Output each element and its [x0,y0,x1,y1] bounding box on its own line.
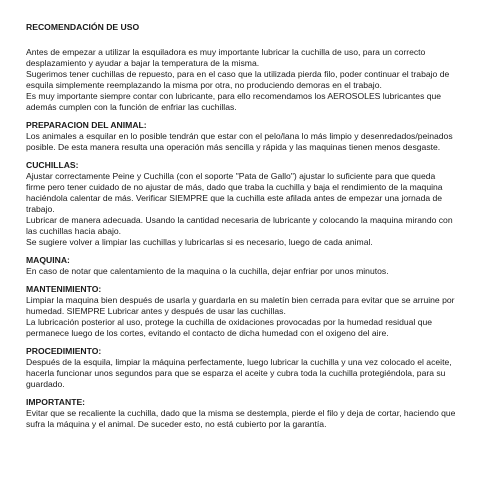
section-line: firme pero tener cuidado de no ajustar de más, dado que traba la cuchilla y baja el rendimiento de la maquina [26,182,443,192]
section-line: Evitar que se recaliente la cuchilla, dado que la misma se destempla, pierde el filo y deja de cortar, haciendo que [26,408,456,418]
section-line: humedad. SIEMPRE Lubricar antes y después de usar las cuchillas. [26,306,286,316]
document-title: RECOMENDACIÓN DE USO [26,22,140,32]
intro-line: desplazamiento y ayudar a bajar la temperatura de la misma. [26,58,260,68]
section-procedimiento [26,346,488,390]
section-importante [26,397,488,430]
section-line: Lubricar de manera adecuada. Usando la cantidad necesaria de lubricante y colocando la maquina mirando con [26,215,453,225]
section-line: las cuchillas hacia abajo. [26,226,122,236]
section-line: Limpiar la maquina bien después de usarla y guardarla en su maletín bien cerrada para evitar que se arruine por [26,295,455,305]
section-heading: MAQUINA: [26,255,70,265]
section-line: haciéndola calentar de más. Verificar SIEMPRE que la cuchilla este afilada antes de empezar una jornada de [26,193,443,203]
section-line: sufra la máquina y el animal. De suceder esto, no está cubierto por la garantía. [26,419,327,429]
section-heading: PREPARACION DEL ANIMAL: [26,120,147,130]
section-heading: IMPORTANTE: [26,397,86,407]
section-line: hacerla funcionar unos segundos para que se esparza el aceite y cubra toda la cuchilla protegiéndola, para su [26,368,446,378]
section-line: Ajustar correctamente Peine y Cuchilla (con el soporte "Pata de Gallo") ajustar lo suficiente para que queda [26,171,436,181]
section-line: trabajo. [26,204,55,214]
section-maquina [26,255,488,277]
section-line: En caso de notar que calentamiento de la maquina o la cuchilla, dejar enfriar por unos minutos. [26,266,389,276]
section-line: La lubricación posterior al uso, protege la cuchilla de oxidaciones provocadas por la humedad residual que [26,317,433,327]
section-preparacion [26,120,488,153]
section-heading: CUCHILLAS: [26,160,79,170]
intro-line: Sugerimos tener cuchillas de repuesto, para en el caso que la utilizada pierda filo, poder continuar el trabajo de [26,69,450,79]
section-line: guardado. [26,379,65,389]
document-page [26,22,488,437]
section-mantenimiento [26,284,488,339]
section-line: Los animales a esquilar en lo posible tendrán que estar con el pelo/lana lo más limpio y desenredados/peinados [26,131,453,141]
section-heading: PROCEDIMIENTO: [26,346,102,356]
section-line: Después de la esquila, limpiar la máquina perfectamente, luego lubricar la cuchilla y una vez colocado el aceite, [26,357,452,367]
section-cuchillas [26,160,488,248]
section-heading: MANTENIMIENTO: [26,284,102,294]
intro-line: Antes de empezar a utilizar la esquiladora es muy importante lubricar la cuchilla de uso, para un correcto [26,47,426,57]
section-line: permanece luego de los cortes, evitando el contacto de dicha humedad con el oxigeno del aire. [26,328,389,338]
section-line: posible. De esta manera resulta una operación más sencilla y rápida y las maquinas tienen menos desgaste. [26,142,441,152]
intro-line: esquila simplemente reemplazando la misma por otra, no produciendo demoras en el trabajo. [26,80,382,90]
intro-line: Es muy importante siempre contar con lubricante, para ello recomendamos los AEROSOLES lubricantes que [26,91,442,101]
intro-section [26,47,488,113]
intro-line: además cumplen con la función de enfriar las cuchillas. [26,102,237,112]
section-line: Se sugiere volver a limpiar las cuchillas y lubricarlas si es necesario, luego de cada animal. [26,237,373,247]
